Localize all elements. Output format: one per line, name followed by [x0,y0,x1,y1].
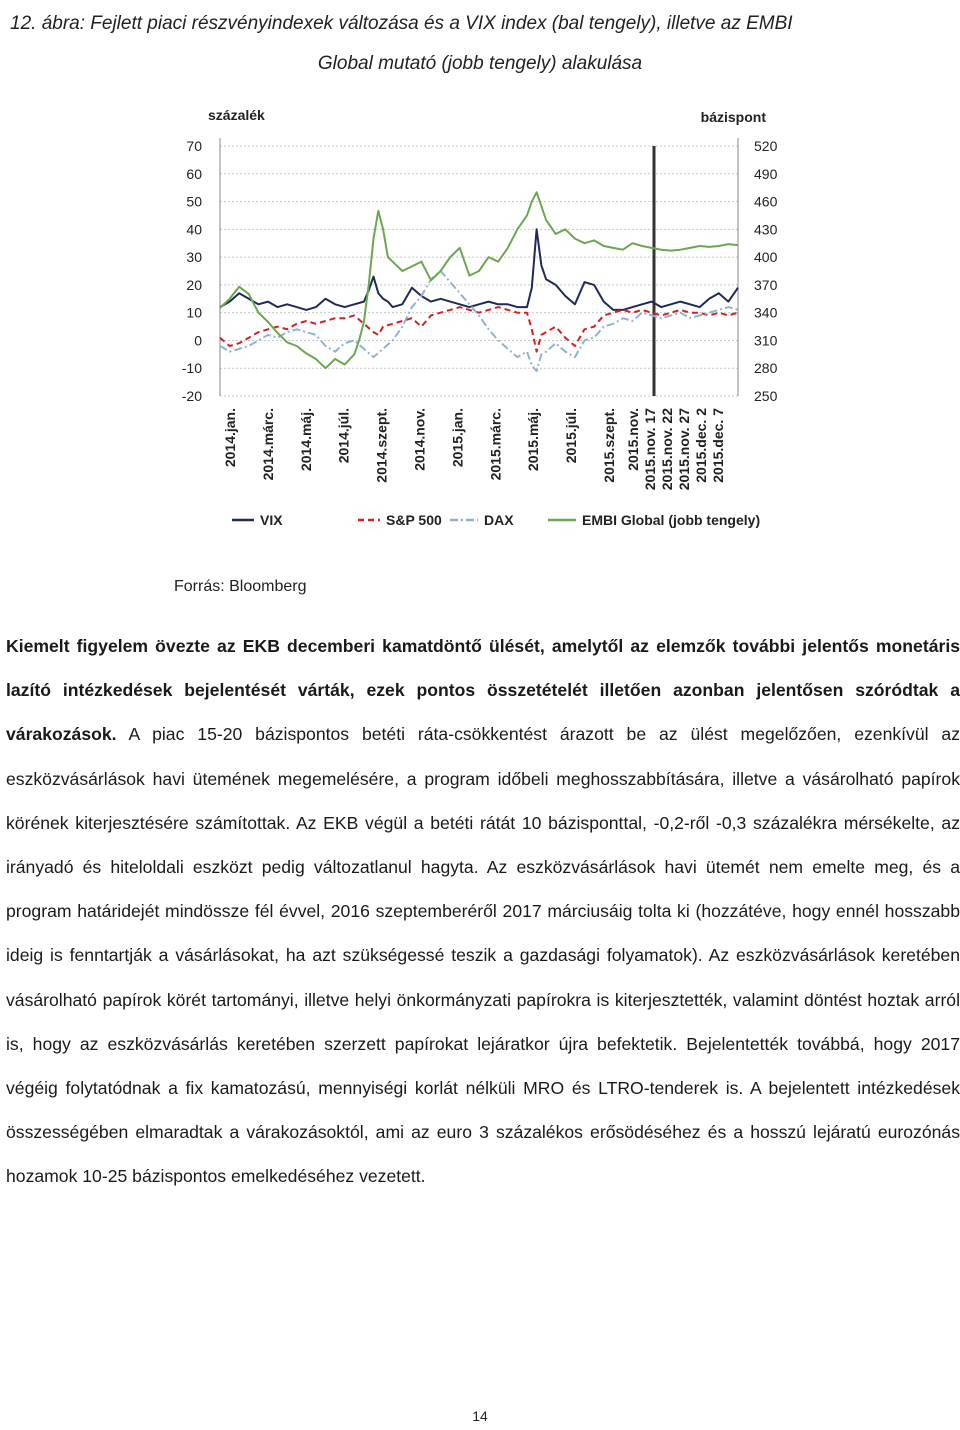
left-tick-label: -20 [181,388,202,404]
paragraph-bold-lead: Kiemelt figyelem övezte az EKB decemberi kamatdöntő ülését, amelytől az elemzők további jelentős monetáris lazító intézkedések bejelentését várták, ezek pontos összetételét illetően azonban jelentősen szóródtak a várakozások. [6,636,960,745]
right-tick-label: 250 [754,388,778,404]
caption-line-2: Global mutató (jobb tengely) alakulása [317,53,643,74]
left-tick-label: 0 [194,332,202,349]
left-axis-ticks [182,138,202,404]
right-axis-unit: bázispont [700,109,766,125]
left-tick-label: 30 [186,249,202,266]
left-tick-label: 40 [186,221,202,238]
series-line-embi [220,192,738,368]
x-tick-label: 2014.nov. [411,408,428,471]
x-tick-label: 2015.szept. [601,408,618,483]
source-note: Forrás: Bloomberg [174,578,307,595]
x-tick-label: 2015.nov. [625,408,641,471]
x-tick-label: 2015.jan. [449,408,466,468]
x-tick-label: 2014.szept. [373,408,390,483]
page-number: 14 [472,1408,488,1424]
x-tick-label: 2015.júl. [563,408,580,464]
right-tick-label: 520 [754,138,778,154]
right-tick-label: 370 [754,276,778,293]
left-axis-unit: százalék [208,107,265,123]
body-paragraph [6,624,960,1199]
legend-label: VIX [260,512,283,528]
paragraph-body: A piac 15-20 bázispontos betéti ráta-csökkentést árazott be az ülést megelőzően, ezenkívül az eszközvásárlások havi ütemének megemelésére, a program időbeli meghosszabbítására, illetve a vásárolható papírok körének kiterjesztésére számítottak. Az EKB végül a betéti rátát 10 bázisponttal, -0,2-ről -0,3 százalékra mérsékelte, az irányadó és hiteloldali eszközt pedig változatlanul hagyta. Az eszközvásárlások havi ütemét nem emelte meg, és a program határidejét mindössze fél évvel, 2016 szeptemberéről 2017 márciusáig tolta ki (hozzátéve, hogy ennél hosszabb ideig is fenntartják a vásárlásokat, ha azt szükségessé teszik a gazdasági folyamatok). Az eszközvásárlások keretében vásárolható papírok körét tartományi, illetve helyi önkormányzati papírokra is kiterjesztették, valamint döntést hoztak arról is, hogy az eszközvásárlás keretében szerzett papírokat lejáratkor újra befektetik. Bejelentették továbbá, hogy 2017 végéig folytatódnak a fix kamatozású, mennyiségi korlát nélküli MRO és LTRO-tenderek is. A bejelentett intézkedések összességében elmaradtak a várakozásoktól, ami az euro 3 százalékos erősödéséhez és a hosszú lejáratú eurozónás hozamok 10-25 bázispontos emelkedéséhez vezetett. [6,724,960,1187]
x-tick-label: 2015.dec. 2 [693,408,709,483]
legend-label: EMBI Global (jobb tengely) [582,512,761,528]
chart [160,98,800,538]
series-lines [220,192,738,371]
right-axis-ticks [754,138,778,404]
right-tick-label: 310 [754,332,778,349]
x-tick-label: 2014.jan. [222,408,238,468]
left-tick-label: 10 [186,304,202,321]
right-tick-label: 490 [754,165,778,182]
x-tick-label: 2014.júl. [335,408,352,464]
x-tick-label: 2015.máj. [525,408,542,472]
right-tick-label: 460 [754,193,778,210]
x-tick-label: 2015.márc. [487,408,504,481]
left-tick-label: 60 [186,165,202,182]
right-tick-label: 430 [754,221,778,238]
series-line-dax [220,271,738,371]
figure-caption [0,4,960,84]
left-tick-label: 70 [186,138,202,154]
x-tick-label: 2015.nov. 27 [676,408,692,491]
right-tick-label: 280 [754,360,778,377]
left-tick-label: 20 [186,276,202,293]
right-tick-label: 400 [754,249,778,266]
gridlines [220,138,738,396]
x-tick-label: 2014.máj. [297,408,314,472]
x-tick-label: 2014.márc. [259,408,276,481]
legend [232,512,760,528]
left-tick-label: 50 [186,193,202,210]
right-tick-label: 340 [754,304,778,321]
legend-label: S&P 500 [386,512,442,528]
x-tick-label: 2015.nov. 22 [659,408,675,491]
caption-line-1: 12. ábra: Fejlett piaci részvényindexek változása és a VIX index (bal tengely), illetve az EMBI [10,13,793,34]
x-axis-labels [222,408,726,490]
legend-label: DAX [484,512,514,528]
x-tick-label: 2015.nov. 17 [642,408,658,491]
x-tick-label: 2015.dec. 7 [710,408,726,483]
left-tick-label: -10 [181,360,202,377]
